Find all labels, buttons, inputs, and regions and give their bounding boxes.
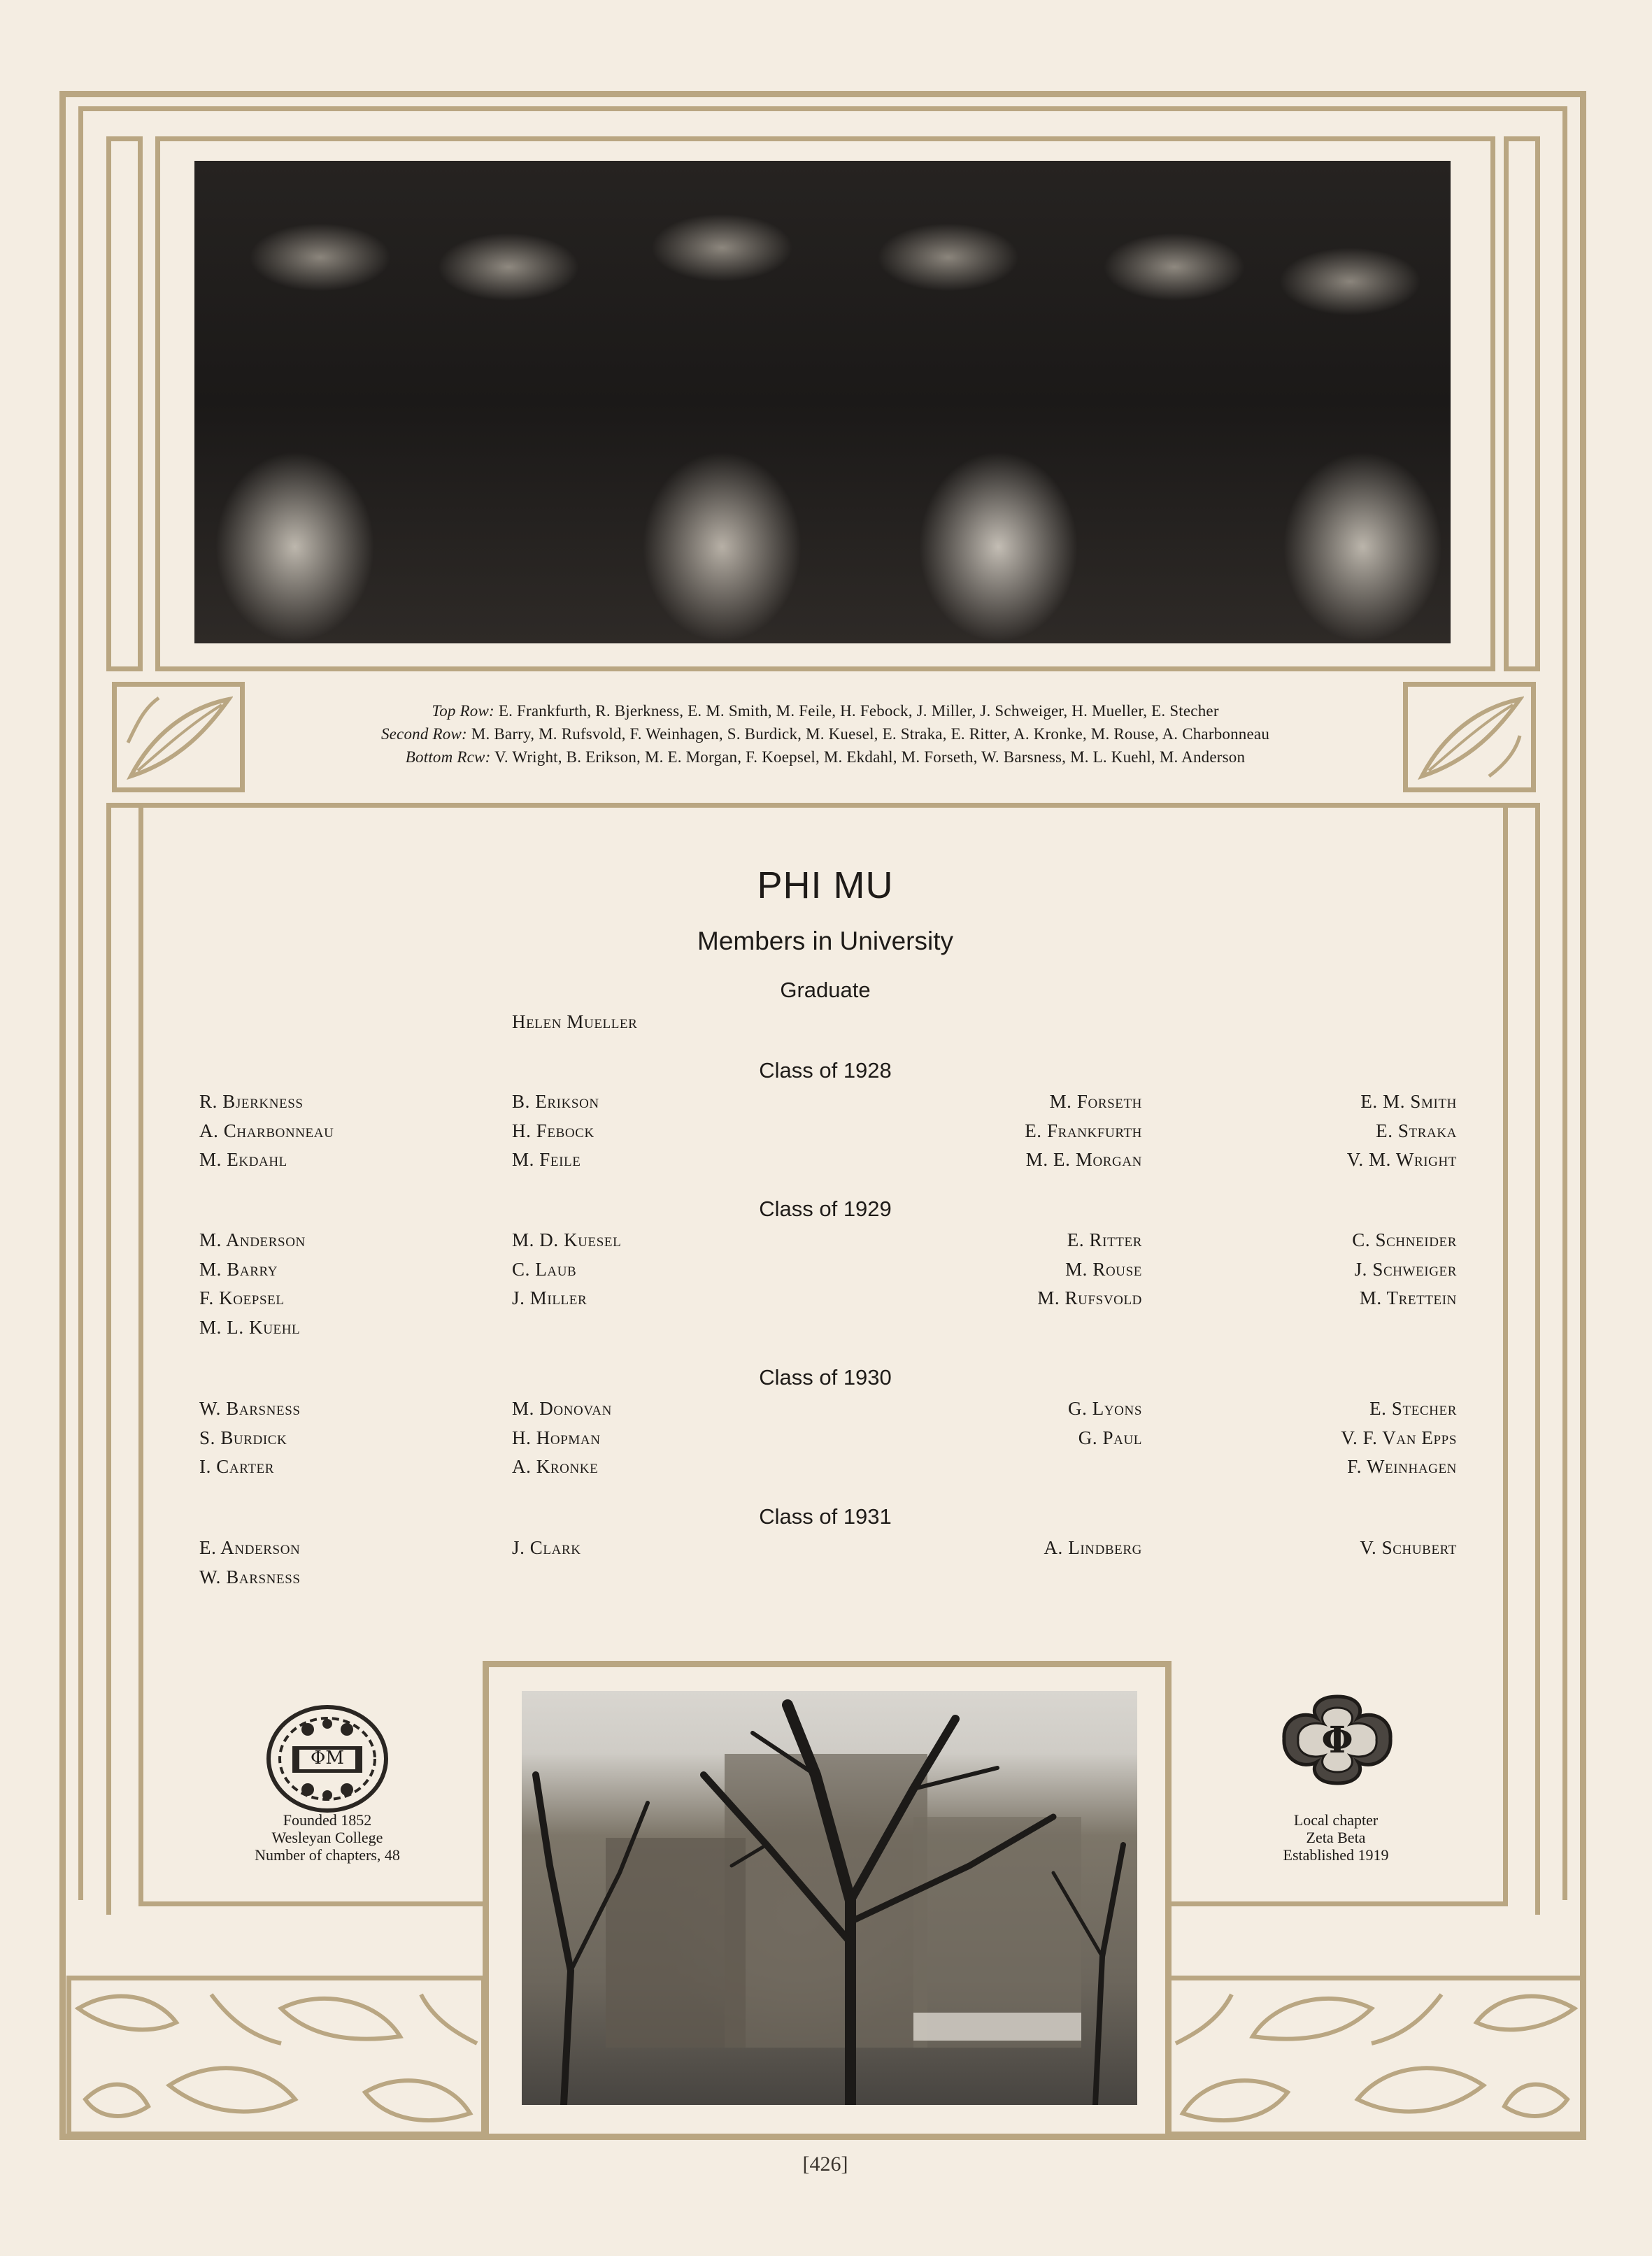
member-name: M. Feile <box>512 1149 581 1170</box>
caption-second-row-label: Second Row: <box>380 725 467 743</box>
member-name: M. Ekdahl <box>199 1149 287 1170</box>
caption-bottom-row <box>252 745 1399 769</box>
caption-bottom-row-names: V. Wright, B. Erikson, M. E. Morgan, F. Koepsel, M. Ekdahl, M. Forseth, W. Barsness, M. L. Kuehl, M. Anderson <box>494 748 1246 766</box>
member-name: J. Miller <box>512 1287 588 1308</box>
leaf-ornament-icon <box>71 1980 481 2132</box>
photo-caption <box>252 699 1399 769</box>
member-name: A. Charbonneau <box>199 1120 334 1141</box>
leaf-ornament-icon <box>124 694 233 780</box>
local-line: Established 1919 <box>1283 1846 1389 1864</box>
member-name: E. M. Smith <box>1360 1091 1457 1112</box>
local-badge-letters: Φ <box>1321 1719 1353 1762</box>
member-name: M. Forseth <box>1049 1091 1142 1112</box>
member-name: M. Anderson <box>199 1229 306 1250</box>
leaf-ornament-icon <box>1415 694 1524 780</box>
caption-ornament-right <box>1403 682 1536 792</box>
member-name: H. Febock <box>512 1120 594 1141</box>
caption-top-row-names: E. Frankfurth, R. Bjerkness, E. M. Smith, M. Feile, H. Febock, J. Miller, J. Schweiger, H. Mueller, E. Stecher <box>498 702 1219 720</box>
member-name: M. Barry <box>199 1258 278 1280</box>
class-1931-col3 <box>888 1534 1142 1563</box>
leaf-ornament-icon <box>1172 1980 1581 2132</box>
class-heading: Class of 1928 <box>759 1058 892 1083</box>
founded-line: Founded 1852 <box>283 1811 372 1829</box>
page-number: [426] <box>802 2153 848 2176</box>
class-1928-col1 <box>199 1087 334 1175</box>
member-name: G. Lyons <box>1067 1398 1142 1419</box>
founded-line: Wesleyan College <box>271 1829 383 1846</box>
member-name: E. Straka <box>1376 1120 1457 1141</box>
class-1929-col4 <box>1203 1226 1457 1313</box>
caption-top-row <box>252 699 1399 722</box>
page-subtitle: Members in University <box>697 927 953 955</box>
class-1930-col1 <box>199 1394 301 1482</box>
founded-note <box>215 1811 439 1864</box>
member-name: V. M. Wright <box>1346 1149 1457 1170</box>
member-name: M. Trettein <box>1359 1287 1457 1308</box>
member-name: W. Barsness <box>199 1566 301 1587</box>
class-heading: Class of 1929 <box>759 1197 892 1221</box>
bottom-ornament-right <box>1167 1976 1586 2136</box>
graduate-list <box>512 1008 637 1037</box>
member-name: G. Paul <box>1078 1427 1142 1448</box>
member-name: S. Burdick <box>199 1427 287 1448</box>
founded-line: Number of chapters, 48 <box>255 1846 400 1864</box>
local-line: Zeta Beta <box>1306 1829 1366 1846</box>
member-name: C. Laub <box>512 1258 577 1280</box>
caption-second-row-names: M. Barry, M. Rufsvold, F. Weinhagen, S. Burdick, M. Kuesel, E. Straka, E. Ritter, A. Kronke, M. Rouse, A. Charbonneau <box>471 725 1270 743</box>
member-name: F. Weinhagen <box>1347 1456 1457 1477</box>
class-1931-col2 <box>512 1534 581 1563</box>
member-name: W. Barsness <box>199 1398 301 1419</box>
founded-crest <box>264 1703 390 1815</box>
caption-bottom-row-label: Bottom Rcw: <box>405 748 491 766</box>
class-1928-col3 <box>888 1087 1142 1175</box>
left-pillar <box>106 136 143 671</box>
member-name: E. Anderson <box>199 1537 301 1558</box>
member-name: E. Ritter <box>1067 1229 1142 1250</box>
class-1928-col4 <box>1203 1087 1457 1175</box>
class-heading: Class of 1930 <box>759 1365 892 1390</box>
class-1929-col2 <box>512 1226 621 1313</box>
building-photo <box>522 1691 1137 2105</box>
member-name: A. Lindberg <box>1044 1537 1142 1558</box>
local-line: Local chapter <box>1293 1811 1379 1829</box>
caption-ornament-left <box>112 682 245 792</box>
member-name: B. Erikson <box>512 1091 599 1112</box>
member-name: R. Bjerkness <box>199 1091 304 1112</box>
member-name: M. Rufsvold <box>1037 1287 1142 1308</box>
founded-crest-letters: ΦM <box>311 1748 344 1769</box>
right-pillar <box>1504 136 1540 671</box>
local-note <box>1224 1811 1448 1864</box>
member-name: M. E. Morgan <box>1025 1149 1142 1170</box>
caption-second-row <box>252 722 1399 745</box>
page-title: PHI MU <box>757 864 894 906</box>
class-1929-col1 <box>199 1226 306 1342</box>
class-1928-col2 <box>512 1087 599 1175</box>
bottom-ornament-left <box>66 1976 486 2136</box>
member-name: V. Schubert <box>1360 1537 1457 1558</box>
class-heading: Class of 1931 <box>759 1504 892 1529</box>
member-name: I. Carter <box>199 1456 275 1477</box>
class-1930-col2 <box>512 1394 612 1482</box>
member-name: F. Koepsel <box>199 1287 285 1308</box>
class-1931-col1 <box>199 1534 301 1592</box>
member-name: J. Schweiger <box>1354 1258 1457 1280</box>
group-photo <box>194 161 1451 643</box>
member-name: M. D. Kuesel <box>512 1229 622 1250</box>
tree-branches <box>522 1691 1137 2105</box>
member-name: A. Kronke <box>512 1456 599 1477</box>
member-name: M. Donovan <box>512 1398 612 1419</box>
class-1929-col3 <box>888 1226 1142 1313</box>
member-name: H. Hopman <box>512 1427 601 1448</box>
graduate-name: Helen Mueller <box>512 1011 638 1032</box>
member-name: M. L. Kuehl <box>199 1316 301 1338</box>
graduate-heading: Graduate <box>780 978 871 1002</box>
class-1931-col4 <box>1203 1534 1457 1563</box>
caption-top-row-label: Top Row: <box>432 702 494 720</box>
class-1930-col4 <box>1203 1394 1457 1482</box>
member-name: E. Stecher <box>1369 1398 1457 1419</box>
class-1930-col3 <box>888 1394 1142 1452</box>
member-name: J. Clark <box>512 1537 581 1558</box>
local-badge <box>1280 1692 1395 1787</box>
member-name: C. Schneider <box>1352 1229 1457 1250</box>
member-name: V. F. Van Epps <box>1341 1427 1457 1448</box>
member-name: E. Frankfurth <box>1025 1120 1142 1141</box>
member-name: M. Rouse <box>1065 1258 1142 1280</box>
